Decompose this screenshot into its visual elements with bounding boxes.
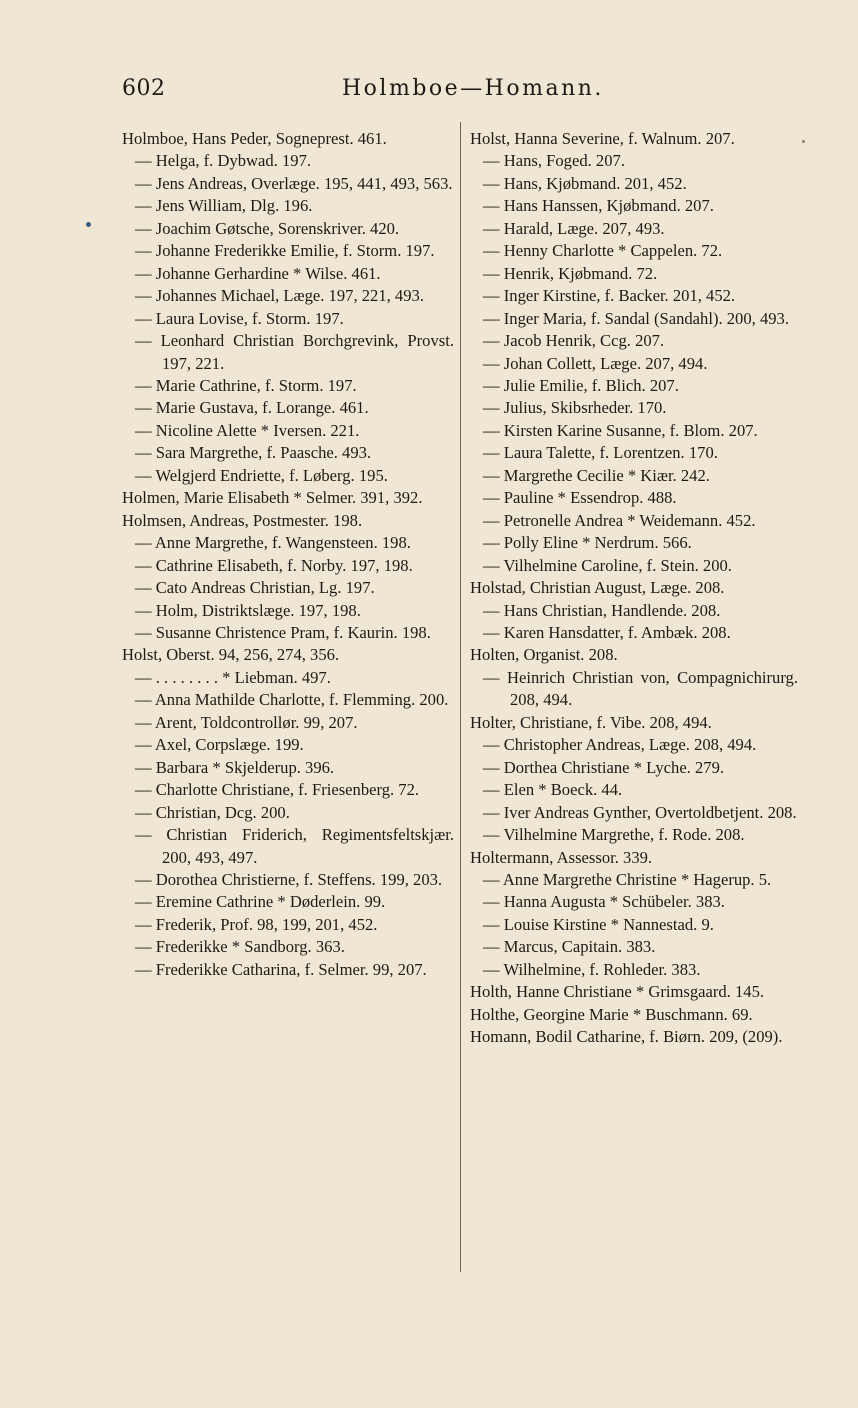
index-entry-sub: — Harald, Læge. 207, 493. <box>483 218 665 238</box>
index-entry-sub: — Hanna Augusta * Schübeler. 383. <box>483 892 725 912</box>
index-entry-main: Holst, Hanna Severine, f. Walnum. 207. <box>470 129 735 148</box>
index-entry-sub: — Frederikke * Sandborg. 363. <box>135 937 345 957</box>
index-entry-main: Holmsen, Andreas, Postmester. 198. <box>122 510 363 530</box>
index-entry-sub: — Henrik, Kjøbmand. 72. <box>483 263 658 283</box>
index-entry-sub: — Anna Mathilde Charlotte, f. Flemming. 200. <box>135 690 449 710</box>
index-entry-sub: — Wilhelmine, f. Rohleder. 383. <box>483 959 701 979</box>
index-entry-sub: — Nicoline Alette * Iversen. 221. <box>135 420 360 440</box>
index-entry-sub: — Johanne Gerhardine * Wilse. 461. <box>135 263 381 283</box>
index-entry-sub: — Sara Margrethe, f. Paasche. 493. <box>135 443 372 463</box>
index-entry-sub: — Henny Charlotte * Cappelen. 72. <box>483 241 723 261</box>
index-entry-main: Holth, Hanne Christiane * Grimsgaard. 145. <box>470 982 765 1002</box>
index-entry-sub: — Anne Margrethe, f. Wangensteen. 198. <box>135 533 411 553</box>
index-entry-main: Holmen, Marie Elisabeth * Selmer. 391, 392. <box>122 488 423 508</box>
index-entry-sub: — Johan Collett, Læge. 207, 494. <box>483 353 708 373</box>
page-number: 602 <box>122 76 166 101</box>
index-entry-sub: — Johanne Frederikke Emilie, f. Storm. 197. <box>135 241 435 261</box>
ink-speck <box>802 140 805 143</box>
index-entry-main: Holter, Christiane, f. Vibe. 208, 494. <box>470 712 712 732</box>
index-entry-sub: — Laura Lovise, f. Storm. 197. <box>135 308 344 328</box>
index-entry-sub: — Christopher Andreas, Læge. 208, 494. <box>483 735 757 755</box>
index-entry-sub: — Frederikke Catharina, f. Selmer. 99, 207. <box>135 959 427 979</box>
left-column <box>122 128 454 981</box>
index-entry-sub: — Hans Hanssen, Kjøbmand. 207. <box>483 196 714 216</box>
index-entry-main: Holthe, Georgine Marie * Buschmann. 69. <box>470 1004 753 1024</box>
index-entry-sub: — Dorthea Christiane * Lyche. 279. <box>483 757 725 777</box>
index-entry-main: Holst, Oberst. 94, 256, 274, 356. <box>122 645 340 665</box>
index-entry-sub: — Anne Margrethe Christine * Hagerup. 5. <box>483 869 772 889</box>
index-entry-sub: — Marie Cathrine, f. Storm. 197. <box>135 375 357 395</box>
index-entry-main: Holtermann, Assessor. 339. <box>470 847 653 867</box>
index-entry-sub: — Marie Gustava, f. Lorange. 461. <box>135 398 369 418</box>
index-entry-sub: — Susanne Christence Pram, f. Kaurin. 198. <box>135 622 431 642</box>
index-entry-sub: — Helga, f. Dybwad. 197. <box>135 151 312 171</box>
index-entry-sub: — Charlotte Christiane, f. Friesenberg. 72. <box>135 780 420 800</box>
ink-speck <box>86 222 91 227</box>
index-entry-sub: — Cato Andreas Christian, Lg. 197. <box>135 578 375 598</box>
index-entry-sub: — Christian Friderich, Regimentsfeltskjær. 200, 493, 497. <box>135 825 454 867</box>
index-entry-sub: — Johannes Michael, Læge. 197, 221, 493. <box>135 286 424 306</box>
index-entry-sub: — Hans, Foged. 207. <box>483 151 625 171</box>
index-entry-sub: — Julie Emilie, f. Blich. 207. <box>483 375 679 395</box>
index-entry-sub: — Welgjerd Endriette, f. Løberg. 195. <box>135 465 388 485</box>
index-entry-sub: — Pauline * Essendrop. 488. <box>483 488 677 508</box>
index-entry-sub: — Barbara * Skjelderup. 396. <box>135 757 335 777</box>
index-entry-sub: — Petronelle Andrea * Weidemann. 452. <box>483 510 756 530</box>
index-entry-sub: — Karen Hansdatter, f. Ambæk. 208. <box>483 622 731 642</box>
index-entry-sub: — Heinrich Christian von, Compagnichirurg. 208, 494. <box>483 667 798 710</box>
index-entry-sub: — . . . . . . . . * Liebman. 497. <box>135 667 331 687</box>
index-entry-sub: — Jens Andreas, Overlæge. 195, 441, 493, 563. <box>135 173 453 193</box>
index-entry-sub: — Laura Talette, f. Lorentzen. 170. <box>483 443 718 463</box>
index-entry-sub: — Polly Eline * Nerdrum. 566. <box>483 533 692 553</box>
index-entry-sub: — Leonhard Christian Borchgrevink, Provst. 197, 221. <box>135 331 454 373</box>
index-entry-sub: — Hans Christian, Handlende. 208. <box>483 600 721 620</box>
index-entry-sub: — Elen * Boeck. 44. <box>483 780 623 800</box>
index-entry-sub: — Inger Kirstine, f. Backer. 201, 452. <box>483 286 736 306</box>
index-entry-sub: — Louise Kirstine * Nannestad. 9. <box>483 914 714 934</box>
index-entry-sub: — Vilhelmine Caroline, f. Stein. 200. <box>483 555 732 575</box>
index-entry-sub: — Arent, Toldcontrollør. 99, 207. <box>135 712 358 732</box>
index-entry-sub: — Holm, Distriktslæge. 197, 198. <box>135 600 361 620</box>
index-entry-sub: — Vilhelmine Margrethe, f. Rode. 208. <box>483 825 745 845</box>
index-entry-main: Holstad, Christian August, Læge. 208. <box>470 578 725 598</box>
page-header <box>122 76 798 106</box>
index-entry-main: Homann, Bodil Catharine, f. Biørn. 209, (209). <box>470 1027 783 1047</box>
index-entry-sub: — Hans, Kjøbmand. 201, 452. <box>483 173 687 193</box>
index-entry-sub: — Cathrine Elisabeth, f. Norby. 197, 198. <box>135 555 413 575</box>
index-entry-main: Holten, Organist. 208. <box>470 645 618 665</box>
index-entry-sub: — Jacob Henrik, Ccg. 207. <box>483 331 665 351</box>
index-entry-sub: — Julius, Skibsrheder. 170. <box>483 398 667 418</box>
index-entry-sub: — Jens William, Dlg. 196. <box>135 196 313 216</box>
index-entry-sub: — Inger Maria, f. Sandal (Sandahl). 200, 493. <box>483 308 789 328</box>
index-entry-sub: — Margrethe Cecilie * Kiær. 242. <box>483 465 710 485</box>
index-entry-sub: — Dorothea Christierne, f. Steffens. 199, 203. <box>135 869 443 889</box>
right-column <box>470 128 798 1049</box>
index-entry-sub: — Eremine Cathrine * Døderlein. 99. <box>135 892 386 912</box>
index-entry-sub: — Iver Andreas Gynther, Overtoldbetjent. 208. <box>483 802 797 822</box>
column-divider <box>460 122 461 1272</box>
index-entry-sub: — Christian, Dcg. 200. <box>135 802 290 822</box>
index-entry-main: Holmboe, Hans Peder, Sogneprest. 461. <box>122 129 387 148</box>
index-entry-sub: — Axel, Corpslæge. 199. <box>135 735 304 755</box>
index-entry-sub: — Marcus, Capitain. 383. <box>483 937 656 957</box>
running-title: Holmboe—Homann. <box>342 76 604 101</box>
index-entry-sub: — Joachim Gøtsche, Sorenskriver. 420. <box>135 218 400 238</box>
index-entry-sub: — Kirsten Karine Susanne, f. Blom. 207. <box>483 420 758 440</box>
index-entry-sub: — Frederik, Prof. 98, 199, 201, 452. <box>135 914 378 934</box>
